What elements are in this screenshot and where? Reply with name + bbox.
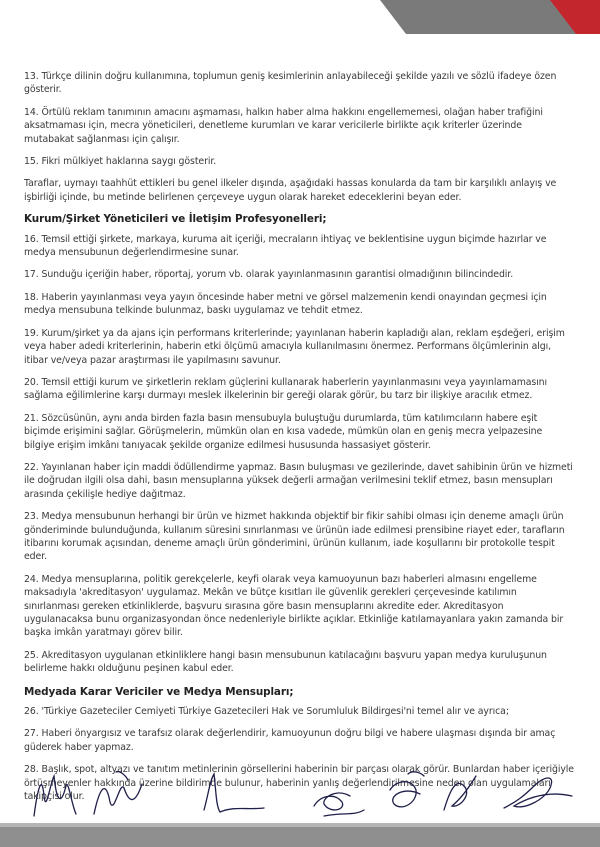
signature-7 (504, 778, 572, 808)
section-heading-media: Medyada Karar Vericiler ve Medya Mensupları; (24, 685, 294, 698)
document-body (24, 70, 574, 812)
signature-5 (390, 772, 424, 807)
paragraph-parties-declaration: Taraflar, uymayı taahhüt ettikleri bu genel ilkeler dışında, aşağıdaki hassas konularda da tam bir karşılıklı anlayış ve işbirliği içinde, bu metinde belirlenen çerçeveye uygun olarak hareket edeceklerini beyan eder. (24, 178, 557, 203)
paragraph-20: 20. Temsil ettiği kurum ve şirketlerin reklam güçlerini kullanarak haberlerin yayınlanmasını veya yayınlamamasını sağlama eğilimlerine karşı durmayı meslek ilkelerinin bir gereği olarak görür, bu tarz bir ilişkiye aracılık etmez. (24, 376, 548, 402)
paragraph-22: 22. Yayınlanan haber için maddi ödüllendirme yapmaz. Basın buluşması ve gezilerinde, davet sahibinin ürün ve hizmeti ile doğrudan ilgili olsa dahi, basın mensuplarına yüksek değerli armağan verilmesini teklif etmez, basın mensupları arasında çekilişle hediye dağıtmaz. (24, 461, 573, 500)
signature-1 (34, 776, 76, 816)
paragraph-19: 19. Kurum/şirket ya da ajans için performans kriterlerinde; yayınlanan haberin kapladığı alan, reklam eşdeğeri, erişim veya haber adedi kriterlerinin, haberin etki ölçümü amacıyla kullanılmasını önermez. Performans ölçümlerinin algı, itibar ve/veya pazar araştırması ile yapılmasını savunur. (24, 327, 565, 366)
paragraph-27: 27. Haberi önyargısız ve tarafsız olarak değerlendirir, kamuoyunun doğru bilgi ve habere ulaşması dışında bir amaç güderek haber yapmaz. (24, 728, 556, 753)
paragraph-28: 28. Başlık, spot, altyazı ve tanıtım metinlerinin görsellerini haberinin bir parçası olarak görür. Bunlardan haber içeriğiyle örtüşmeyenler hakkında üzerine bildirimde bulunur, haberinin yanlış değerlendirilmesine neden olan uygulamaları takipçisi olur. (24, 764, 574, 803)
signature-3 (204, 774, 264, 812)
paragraph-14: 14. Örtülü reklam tanımının amacını aşmaması, halkın haber alma hakkını engellememesi, olağan haber trafiğini aksatmaması için, mecra yöneticileri, denetleme kurumları ve karar vericilerle birlikte açık kriterler üzerinde mutabakat sağlanması için çalışır. (24, 106, 543, 145)
paragraph-18: 18. Haberin yayınlanması veya yayın öncesinde haber metni ve görsel malzemenin kendi onayından geçmesi için medya mensubuna telkinde bulunmaz, baskı uygulamaz ve tehdit etmez. (24, 291, 547, 317)
signatures (24, 766, 584, 822)
paragraph-23: 23. Medya mensubunun herhangi bir ürün ve hizmet hakkında objektif bir fikir sahibi olması için deneme amaçlı ürün gönderiminde bulunduğunda, kullanım süresini sınırlanması ve ürünün iade edilmesi prensibine riayet eder, tarafların itibarını korumak açısından, deneme amaçlı ürün gönderimini, ürünün kullanım, iade koşullarını bir protokolle tespit eder. (24, 511, 565, 563)
paragraph-15: 15. Fikri mülkiyet haklarına saygı gösterir. (24, 156, 217, 168)
paragraph-21: 21. Sözcüsünün, aynı anda birden fazla basın mensubuyla buluştuğu durumlarda, tüm katılımcıların habere eşit biçimde erişimini sağlar. Görüşmelerin, mümkün olan en kısa vadede, mümkün olan en geniş mecra yelpazesine bilgiye erişim imkânı tanıyacak şekilde organize edilmesi hususunda hassasiyet gösterir. (24, 412, 543, 451)
footer-bar (0, 823, 600, 847)
paragraph-16: 16. Temsil ettiği şirkete, markaya, kuruma ait içeriği, mecraların ihtiyaç ve beklentisine uygun biçimde hazırlar ve medya mensubunun değerlendirmesine sunar. (24, 233, 547, 259)
paragraph-13: 13. Türkçe dilinin doğru kullanımına, toplumun geniş kesimlerinin anlayabileceği şekilde yazılı ve sözlü ifadeye özen gösterir. (24, 71, 557, 96)
paragraph-25: 25. Akreditasyon uygulanan etkinliklere hangi basın mensubunun katılacağını başvuru yapan medya kuruluşunun belirleme hakkı olduğunu peşinen kabul eder. (24, 649, 547, 675)
paragraph-26: 26. 'Türkiye Gazeteciler Cemiyeti Türkiye Gazetecileri Hak ve Sorumluluk Bildirgesi'ni temel alır ve ayrıca; (24, 706, 509, 718)
corner-decoration (380, 0, 600, 34)
section-heading-corporate: Kurum/Şirket Yöneticileri ve İletişim Profesyonelleri; (24, 213, 327, 226)
signature-2 (94, 772, 142, 814)
footer-strip (0, 823, 600, 827)
signature-4 (314, 793, 364, 816)
paragraph-17: 17. Sunduğu içeriğin haber, röportaj, yorum vb. olarak yayınlanmasının garantisi olmadığının bilincindedir. (24, 269, 514, 281)
signature-6 (444, 776, 476, 810)
paragraph-24: 24. Medya mensuplarına, politik gerekçelerle, keyfi olarak veya kamuoyunun bazı haberleri almasını engelleme maksadıyla 'akreditasyon' uygulamaz. Mekân ve bütçe kısıtları ile güvenlik gerekleri çerçevesinde katılımın sınırlanması gereken etkinliklerde, başvuru sırasına göre basın mensuplarını akredite eder. Akreditasyon uygulanacaksa bunu organizasyondan önce nedenleriyle birlikte açıklar. Etkinliğe katılamayanlara yakın zamanda bir başka imkân yaratmayı görev bilir. (24, 573, 564, 639)
